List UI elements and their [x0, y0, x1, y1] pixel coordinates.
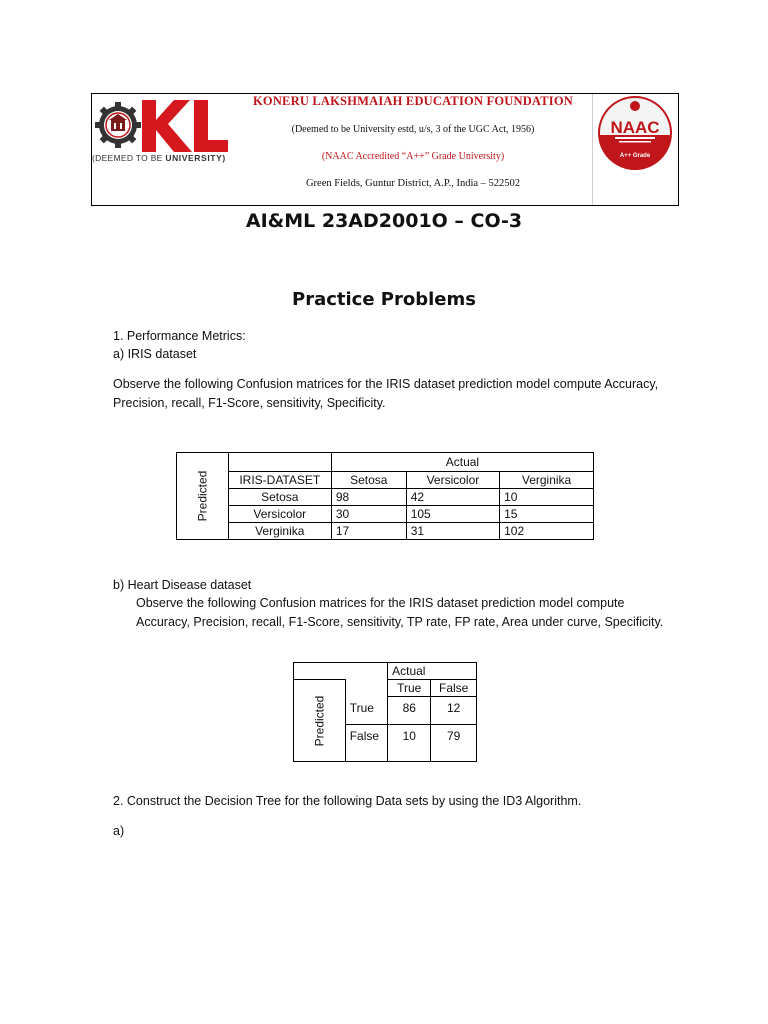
naac-badge-text: NAAC [610, 118, 660, 137]
iris-row-header: Verginika [228, 523, 331, 540]
naac-grade-text: A++ Grade [619, 153, 651, 159]
iris-row-header: Setosa [228, 489, 331, 506]
heart-confusion-matrix [293, 662, 477, 762]
practice-title: Practice Problems [292, 289, 476, 310]
table-row [177, 506, 594, 523]
q1a-label: a) IRIS dataset [113, 347, 197, 361]
org-name: KONERU LAKSHMAIAH EDUCATION FOUNDATION [252, 94, 573, 108]
heart-actual-label: Actual [388, 663, 477, 680]
heart-cell: 12 [431, 697, 477, 725]
iris-col-header: Verginika [500, 472, 594, 489]
iris-empty-corner [228, 453, 331, 472]
logo-subtitle [92, 153, 228, 163]
q1-heading: 1. Performance Metrics: [113, 329, 246, 343]
actual-axis-label: Actual [331, 453, 593, 472]
iris-cell: 98 [331, 489, 406, 506]
iris-cell: 105 [406, 506, 499, 523]
iris-col-header: Setosa [331, 472, 406, 489]
naac-accreditation: (NAAC Accredited “A++” Grade University) [321, 151, 505, 162]
heart-predicted-label: Predicted [294, 680, 346, 762]
heart-col-header: False [431, 680, 477, 697]
q1b-label: b) Heart Disease dataset [113, 578, 252, 592]
heart-empty-cell [345, 680, 387, 697]
q1a-description-line2: Precision, recall, F1-Score, sensitivity, Specificity. [113, 396, 386, 410]
q2a-label: a) [113, 824, 125, 838]
deemed-status: (Deemed to be University estd, u/s, 3 of the UGC Act, 1956) [291, 124, 535, 135]
course-title: AI&ML 23AD2001O – CO-3 [245, 210, 523, 232]
q1b-description-line2: Accuracy, Precision, recall, F1-Score, sensitivity, TP rate, FP rate, Area under curve, Specificity. [136, 615, 664, 629]
logo-subtitle-b: UNIVERSITY) [165, 153, 226, 163]
predicted-axis-label: Predicted [177, 453, 229, 540]
q2-heading: 2. Construct the Decision Tree for the following Data sets by using the ID3 Algorithm. [113, 794, 582, 808]
heart-empty-corner [294, 663, 388, 680]
iris-cell: 102 [500, 523, 594, 540]
iris-col-header: Versicolor [406, 472, 499, 489]
iris-cell: 42 [406, 489, 499, 506]
kl-logo-icon [138, 98, 228, 154]
heart-cell: 10 [388, 725, 431, 762]
heart-col-header: True [388, 680, 431, 697]
iris-cell: 15 [500, 506, 594, 523]
iris-confusion-matrix [176, 452, 594, 540]
heart-cell: 79 [431, 725, 477, 762]
iris-cell: 10 [500, 489, 594, 506]
address: Green Fields, Guntur District, A.P., India – 522502 [305, 178, 521, 189]
iris-cell: 31 [406, 523, 499, 540]
table-row [177, 523, 594, 540]
table-row [177, 489, 594, 506]
naac-badge-icon [597, 95, 673, 171]
heart-row-header: True [345, 697, 387, 725]
iris-corner-header: IRIS-DATASET [228, 472, 331, 489]
q1a-description-line1: Observe the following Confusion matrices for the IRIS dataset prediction model compute Accuracy, [113, 377, 659, 391]
gear-emblem-icon [94, 101, 142, 149]
heart-row-header: False [345, 725, 387, 762]
iris-cell: 30 [331, 506, 406, 523]
iris-cell: 17 [331, 523, 406, 540]
logo-subtitle-a: (DEEMED TO BE [92, 153, 163, 163]
iris-row-header: Versicolor [228, 506, 331, 523]
heart-cell: 86 [388, 697, 431, 725]
q1b-description-line1: Observe the following Confusion matrices for the IRIS dataset prediction model compute [136, 596, 625, 610]
